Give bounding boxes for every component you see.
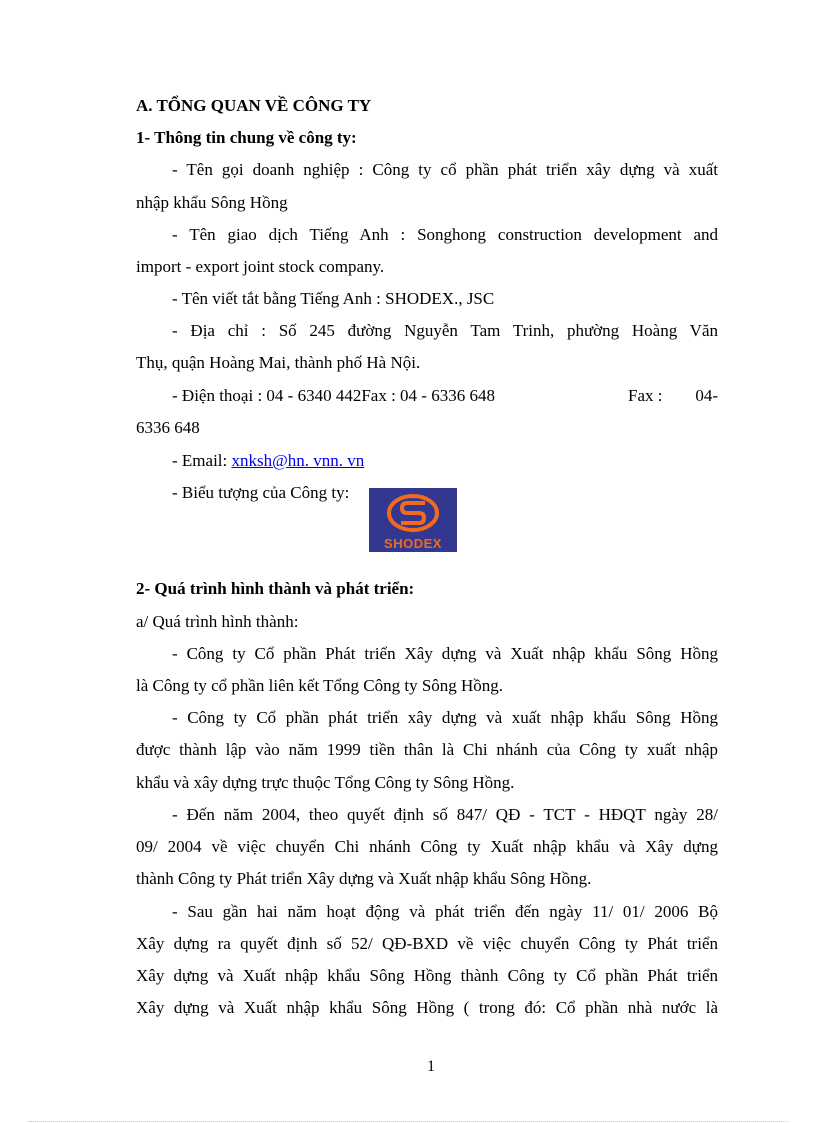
fax-value-end: 6336 648 (136, 418, 200, 437)
paragraph4-line3: Xây dựng và Xuất nhập khẩu Sông Hồng thành Công ty Cổ phần Phát triển (136, 966, 718, 985)
company-name-line2: nhập khẩu Sông Hồng (136, 193, 288, 212)
paragraph2-line1: - Công ty Cổ phần phát triển xây dựng và xuất nhập khẩu Sông Hồng (172, 708, 718, 727)
abbreviation-line: - Tên viết tắt bằng Tiếng Anh : SHODEX., JSC (172, 289, 495, 308)
subsection-heading-history: 2- Quá trình hình thành và phát triển: (136, 579, 415, 598)
paragraph1-line2: là Công ty cổ phần liên kết Tổng Công ty Sông Hồng. (136, 676, 504, 695)
address-line1: - Địa chỉ : Số 245 đường Nguyễn Tam Trinh, phường Hoàng Văn (172, 321, 718, 340)
paragraph4-line2: Xây dựng ra quyết định số 52/ QĐ-BXD về việc chuyển Công ty Phát triển (136, 934, 718, 953)
phone-text: - Điện thoại : 04 - 6340 442Fax : 04 - 6336 648 (172, 386, 495, 405)
paragraph2-line2: được thành lập vào năm 1999 tiền thân là Chi nhánh của Công ty xuất nhập (136, 740, 718, 759)
paragraph3-line1: - Đến năm 2004, theo quyết định số 847/ QĐ - TCT - HĐQT ngày 28/ (172, 805, 718, 824)
page-bottom-divider (28, 1121, 788, 1122)
english-name-line2: import - export joint stock company. (136, 257, 385, 276)
fax-label: Fax : (628, 386, 663, 405)
section-title: A. TỔNG QUAN VỀ CÔNG TY (136, 96, 372, 115)
paragraph3-line2: 09/ 2004 về việc chuyển Chi nhánh Công ty Xuất nhập khẩu và Xây dựng (136, 837, 718, 856)
paragraph1-line1: - Công ty Cổ phần Phát triển Xây dựng và Xuất nhập khẩu Sông Hồng (172, 644, 718, 663)
paragraph4-line4: Xây dựng và Xuất nhập khẩu Sông Hồng ( trong đó: Cổ phần nhà nước là (136, 998, 718, 1017)
english-name-line1: - Tên giao dịch Tiếng Anh : Songhong construction development and (172, 225, 718, 244)
phone-line (172, 386, 718, 406)
paragraph3-line3: thành Công ty Phát triển Xây dựng và Xuất nhập khẩu Sông Hồng. (136, 869, 592, 888)
shodex-logo (369, 488, 457, 552)
logo-label: - Biểu tượng của Công ty: (172, 483, 350, 502)
paragraph2-line3: khẩu và xây dựng trực thuộc Tổng Công ty Sông Hồng. (136, 773, 515, 792)
logo-wordmark: SHODEX (384, 536, 442, 551)
email-label: - Email: (172, 451, 228, 470)
paragraph4-line1: - Sau gần hai năm hoạt động và phát triển đến ngày 11/ 01/ 2006 Bộ (172, 902, 718, 921)
subsection-heading-general-info: 1- Thông tin chung về công ty: (136, 128, 357, 147)
email-line (172, 451, 718, 471)
email-link[interactable]: xnksh@hn. vnn. vn (231, 451, 365, 470)
page-number: 1 (427, 1058, 435, 1075)
fax-value-start: 04- (695, 386, 718, 405)
company-name-line1: - Tên gọi doanh nghiệp : Công ty cổ phần phát triển xây dựng và xuất (172, 160, 718, 179)
address-line2: Thụ, quận Hoàng Mai, thành phố Hà Nội. (136, 353, 421, 372)
subsection-a-heading: a/ Quá trình hình thành: (136, 612, 299, 631)
